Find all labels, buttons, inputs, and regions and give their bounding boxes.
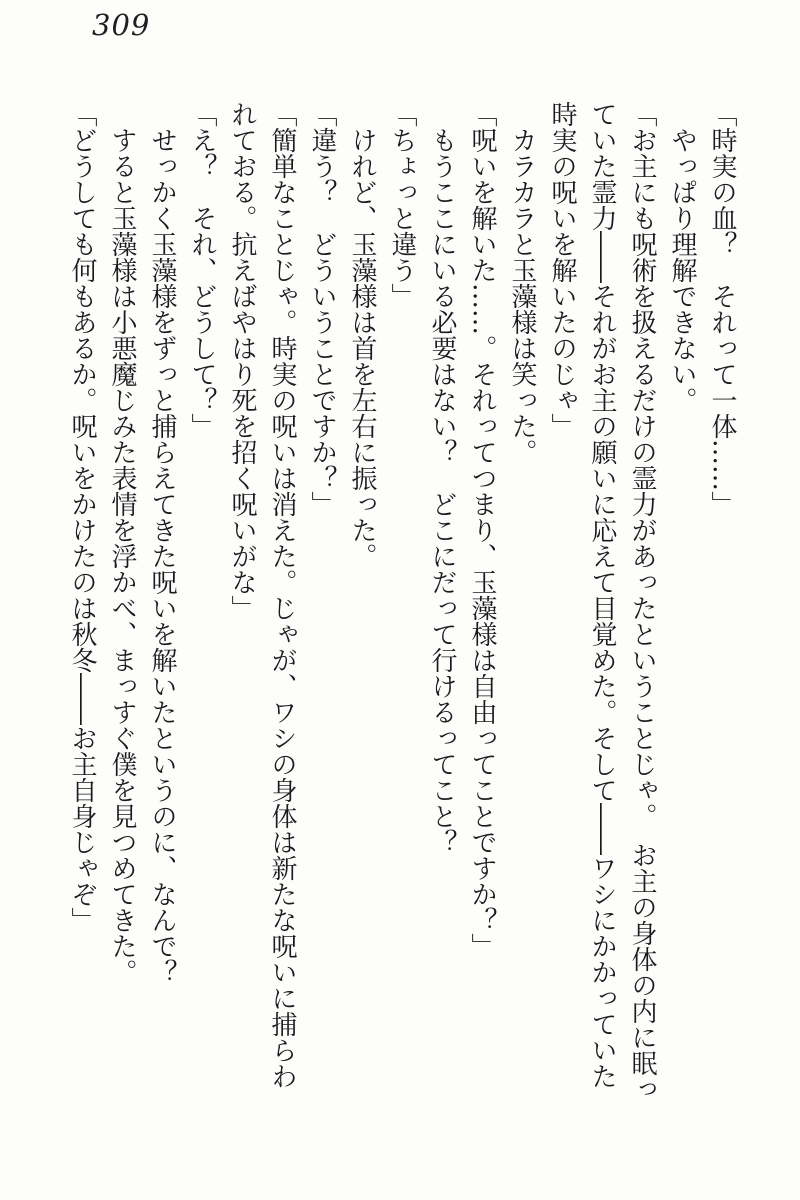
text-line: 「どうしても何もあるか。呪いをかけたのは秋冬――お主自身じゃぞ」 <box>67 101 97 933</box>
text-line: せっかく玉藻様をずっと捕らえてきた呪いを解いたというのに、なんで？ <box>147 127 177 985</box>
text-line: ていた霊力――それがお主の願いに応えて目覚めた。そして――ワシにかかっていた <box>587 101 617 1089</box>
text-line: 「ちょっと違う」 <box>387 101 417 309</box>
text-line: 「違う？ どういうことですか？」 <box>307 101 337 517</box>
text-line: 時実の呪いを解いたのじゃ」 <box>547 101 577 439</box>
text-line: やっぱり理解できない。 <box>667 127 697 413</box>
text-line: 「簡単なことじゃ。時実の呪いは消えた。じゃが、ワシの身体は新たな呪いに捕らわ <box>267 101 297 1089</box>
text-body <box>62 101 742 1102</box>
text-line: もうここにいる必要はない？ どこにだって行けるってこと？ <box>427 127 457 855</box>
text-line: 「呪いを解いた……。それってつまり、玉藻様は自由ってことですか？」 <box>467 101 497 959</box>
text-line: れておる。抗えばやはり死を招く呪いがな」 <box>227 101 257 621</box>
text-line: けれど、玉藻様は首を左右に振った。 <box>347 127 377 569</box>
text-line: すると玉藻様は小悪魔じみた表情を浮かべ、まっすぐ僕を見つめてきた。 <box>107 127 137 985</box>
page-number: 309 <box>92 8 151 42</box>
text-line: 「え？ それ、どうして？」 <box>187 101 217 439</box>
text-line: 「お主にも呪術を扱えるだけの霊力があったということじゃ。 お主の身体の内に眠っ <box>627 101 657 1102</box>
text-line: 「時実の血？ それって一体……」 <box>707 101 737 517</box>
text-line: カラカラと玉藻様は笑った。 <box>507 127 537 465</box>
